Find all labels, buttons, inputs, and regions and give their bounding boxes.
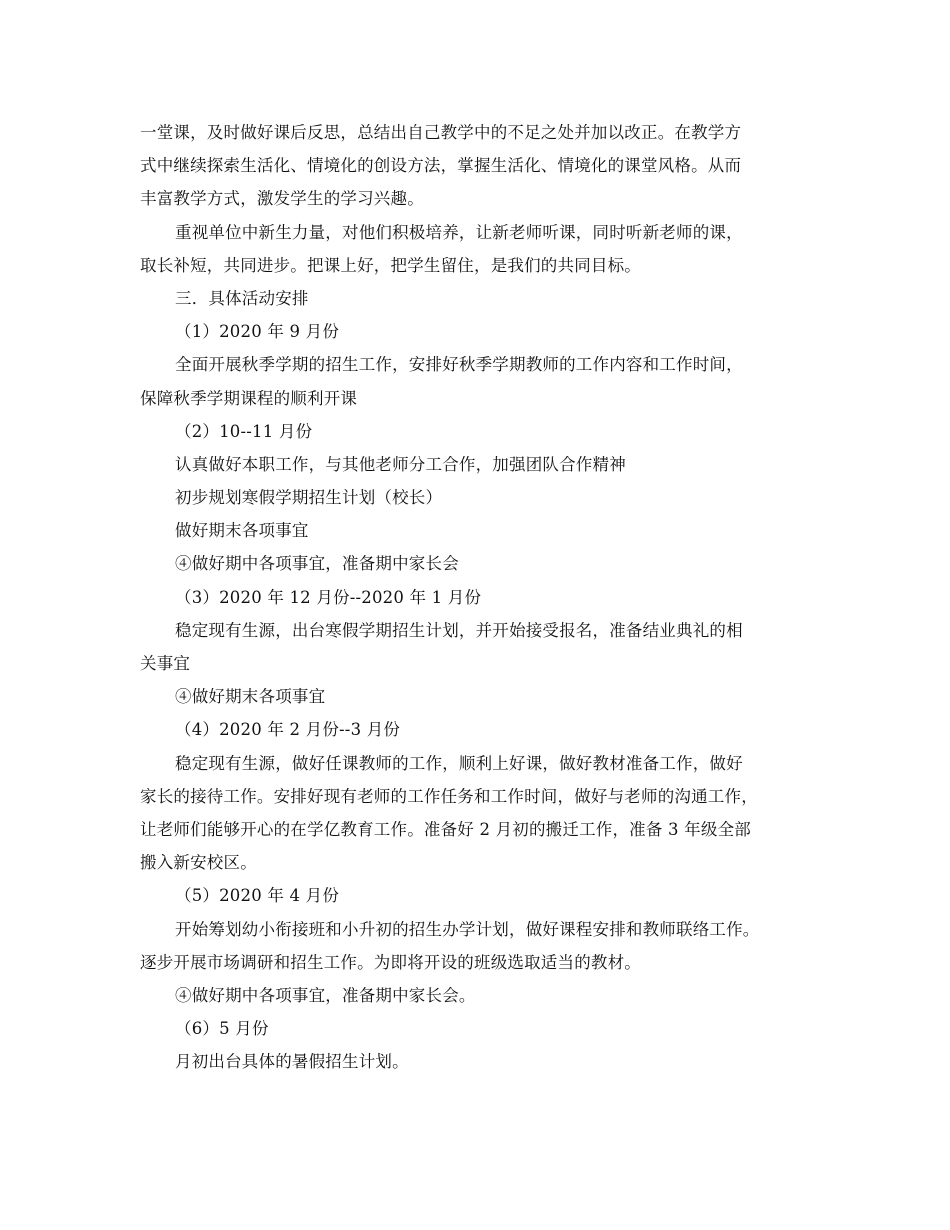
text-line: 取长补短，共同进步。把课上好，把学生留住，是我们的共同目标。 [140,255,641,275]
text-line: 逐步开展市场调研和招生工作。为即将开设的班级选取适当的教材。 [140,952,641,972]
text-line: 家长的接待工作。安排好现有老师的工作任务和工作时间，做好与老师的沟通工作， [140,786,758,806]
text-line: ④做好期末各项事宜 [175,687,326,707]
subsection-heading: （1）2020 年 9 月份 [175,322,340,342]
text-line: 式中继续探索生活化、情境化的创设方法，掌握生活化、情境化的课堂风格。从而 [140,156,742,176]
text-line: 重视单位中新生力量，对他们积极培养，让新老师听课，同时听新老师的课， [175,222,743,242]
text-line: 关事宜 [140,654,191,673]
text-line: ④做好期中各项事宜，准备期中家长会 [175,554,459,574]
text-line: 开始筹划幼小衔接班和小升初的招生办学计划，做好课程安排和教师联络工作。 [175,919,760,939]
text-line: ④做好期中各项事宜，准备期中家长会。 [175,985,476,1005]
text-line: 稳定现有生源，做好任课教师的工作，顺利上好课，做好教材准备工作，做好 [175,753,743,773]
text-line: 认真做好本职工作，与其他老师分工合作，加强团队合作精神 [175,454,626,474]
document-page [140,116,812,1078]
text-line: 保障秋季学期课程的顺利开课 [140,388,358,408]
text-line: 全面开展秋季学期的招生工作，安排好秋季学期教师的工作内容和工作时间， [175,355,743,375]
subsection-heading: （4）2020 年 2 月份--3 月份 [175,720,401,740]
section-heading: 三．具体活动安排 [175,288,309,308]
text-line: 稳定现有生源，出台寒假学期招生计划，并开始接受报名，准备结业典礼的相 [175,620,743,640]
subsection-heading: （3）2020 年 12 月份--2020 年 1 月份 [175,587,482,607]
subsection-heading: （5）2020 年 4 月份 [175,886,340,906]
text-line: 做好期末各项事宜 [175,521,309,541]
text-line: 一堂课，及时做好课后反思，总结出自己教学中的不足之处并加以改正。在教学方 [140,123,742,142]
subsection-heading: （2）10--11 月份 [175,421,313,441]
text-line: 丰富教学方式，激发学生的学习兴趣。 [140,189,424,209]
text-line: 月初出台具体的暑假招生计划。 [175,1052,409,1072]
text-line: 初步规划寒假学期招生计划（校长） [175,488,443,508]
subsection-heading: （6）5 月份 [175,1019,269,1039]
text-line: 搬入新安校区。 [140,853,257,873]
text-line: 让老师们能够开心的在学亿教育工作。准备好 2 月初的搬迁工作，准备 3 年级全部 [140,819,751,839]
